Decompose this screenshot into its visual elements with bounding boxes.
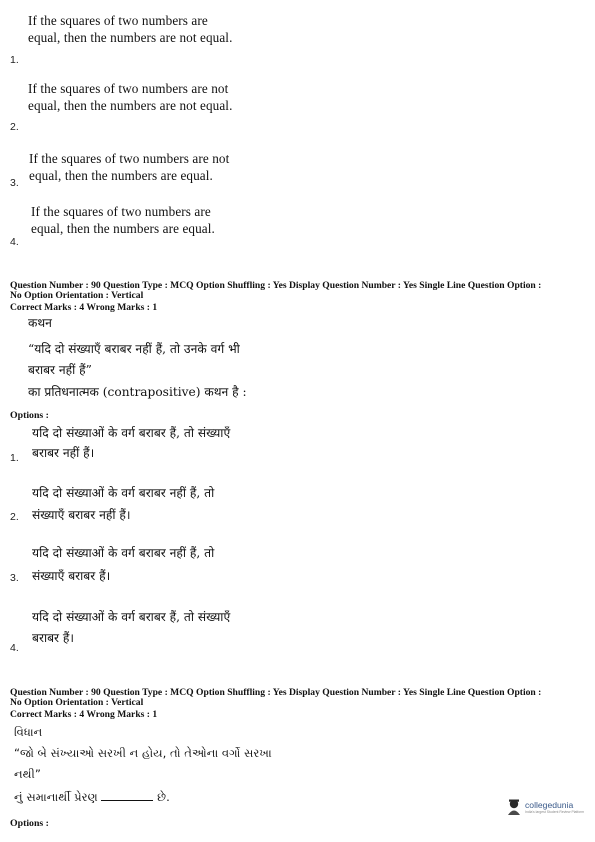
q2-option-2-line-1: यदि दो संख्याओं के वर्ग बराबर नहीं हैं, तो (32, 486, 215, 500)
q2-option-4-line-2: बराबर हैं। (32, 631, 75, 645)
collegedunia-watermark (506, 798, 584, 816)
q2-option-1-line-1: यदि दो संख्याओं के वर्ग बराबर हैं, तो संख्याएँ (32, 426, 231, 440)
q1-option-2-text: If the squares of two numbers are not equal, then the numbers are not equal. (28, 81, 233, 113)
q3-options-label: Options : (10, 818, 49, 829)
q3-stem-label: વિધાન (14, 725, 43, 739)
collegedunia-logo-icon (506, 798, 522, 816)
q3-stem-line-1: “જો બે સંખ્યાઓ સરખી ન હોય, તો તેઓના વર્ગો સરખા (14, 746, 272, 760)
q2-stem-line-1: “यदि दो संख्याएँ बराबर नहीं हैं, तो उनके वर्ग भी (28, 342, 240, 356)
q1-option-2-number: 2. (10, 121, 19, 133)
q2-marks: Correct Marks : 4 Wrong Marks : 1 (10, 302, 158, 313)
q2-option-2-line-2: संख्याएँ बराबर नहीं हैं। (32, 508, 131, 522)
q2-option-3-line-1: यदि दो संख्याओं के वर्ग बराबर नहीं हैं, तो (32, 546, 215, 560)
q1-option-3-number: 3. (10, 177, 19, 189)
q1-option-1-text: If the squares of two numbers are equal, then the numbers are not equal. (28, 13, 233, 45)
watermark-tagline: India's largest Student Review Platform (525, 810, 585, 814)
q2-stem-line-3: का प्रतिधनात्मक (contrapositive) कथन है : (28, 385, 247, 399)
q2-option-2-number: 2. (10, 511, 19, 523)
q2-option-3-number: 3. (10, 572, 19, 584)
q3-meta-line-2: No Option Orientation : Vertical (10, 697, 144, 708)
q3-stem-line-2: નથી” (14, 767, 41, 781)
q2-stem-line-2: बराबर नहीं हैं” (28, 363, 92, 377)
q1-option-1-number: 1. (10, 54, 19, 66)
answer-blank (101, 790, 153, 801)
q2-option-1-line-2: बराबर नहीं हैं। (32, 446, 95, 460)
q3-stem-line-3-start: નું સમાનાર્થી પ્રેરણ (14, 790, 98, 804)
q3-meta-line-1: Question Number : 90 Question Type : MCQ Option Shuffling : Yes Display Question Number : Yes Single Line Question Option : (10, 687, 542, 698)
watermark-brand: collegedunia (525, 800, 574, 810)
q2-options-label: Options : (10, 410, 49, 421)
q2-option-4-number: 4. (10, 642, 19, 654)
q3-marks: Correct Marks : 4 Wrong Marks : 1 (10, 709, 158, 720)
q2-meta-line-1: Question Number : 90 Question Type : MCQ Option Shuffling : Yes Display Question Number : Yes Single Line Question Option : (10, 280, 542, 291)
q2-option-3-line-2: संख्याएँ बराबर हैं। (32, 569, 111, 583)
q3-stem-line-3-end: છે. (157, 790, 170, 804)
q1-option-4-text: If the squares of two numbers are equal, then the numbers are equal. (31, 204, 215, 236)
q2-stem-label: कथन (28, 316, 52, 330)
q2-meta-line-2: No Option Orientation : Vertical (10, 290, 144, 301)
q3-stem-line-3 (14, 787, 170, 808)
q2-option-4-line-1: यदि दो संख्याओं के वर्ग बराबर हैं, तो संख्याएँ (32, 610, 231, 624)
q2-option-1-number: 1. (10, 452, 19, 464)
q1-option-3-text: If the squares of two numbers are not equal, then the numbers are equal. (29, 151, 230, 183)
q1-option-4-number: 4. (10, 236, 19, 248)
